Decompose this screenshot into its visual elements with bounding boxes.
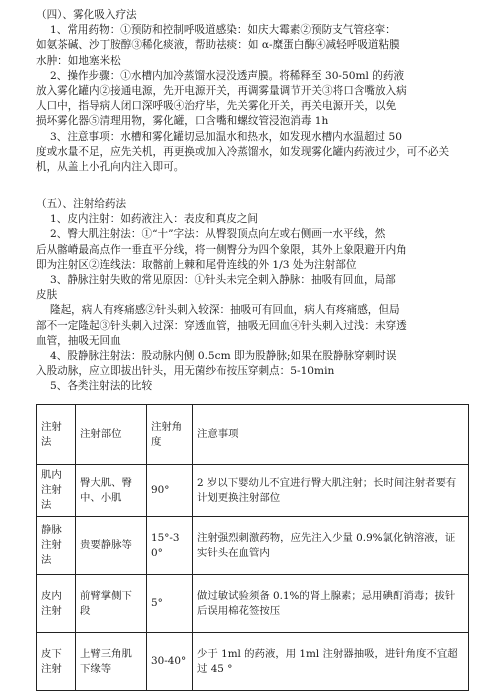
table-row: [37, 517, 469, 575]
paragraph-line: 血管，抽吸无回血: [36, 334, 121, 347]
paragraph-line: 水肿：如地塞米松: [36, 54, 121, 67]
paragraph-line: 入股动脉，应立即拔出针头，用无菌纱布按压穿刺点：5-10min: [36, 365, 335, 378]
table-cell: 注射强烈刺激药物，应先注入少量 0.9%氯化钠溶液，证实针头在血管内: [193, 517, 469, 575]
paragraph-line: 3、静脉注射失败的常见原因：①针头未完全刺入静脉：抽吸有回血，局部: [50, 274, 396, 286]
table-cell: 前臂掌侧下段: [76, 575, 147, 633]
paragraph-line: 隆起，病人有疼痛感②针头刺入较深：抽吸可有回血，病人有疼痛感，但局: [50, 304, 400, 317]
header-cell: 注射角度: [147, 405, 193, 465]
table-row: [37, 465, 469, 517]
table-header-row: [37, 405, 469, 465]
table-cell: 皮下注射: [37, 633, 76, 691]
table-cell: 15°-30°: [147, 517, 193, 575]
table-cell: 90°: [147, 465, 193, 517]
table-cell: 2 岁以下婴幼儿不宜进行臀大肌注射；长时间注射者要有计划更换注射部位: [193, 465, 469, 517]
section-title: （五）、注射给药法: [36, 198, 127, 211]
table-row: [37, 575, 469, 633]
table-cell: 上臂三角肌下缘等: [76, 633, 147, 691]
table-cell: 静脉注射法: [37, 517, 76, 575]
table-cell: 5°: [147, 575, 193, 633]
section-gap: [36, 175, 468, 197]
paragraph-line: 损坏雾化器⑤清理用物，雾化罐，口含嘴和螺纹管浸泡消毒 1h: [36, 115, 329, 128]
table-cell: 30-40°: [147, 633, 193, 691]
table-row: [37, 633, 469, 691]
paragraph-line: 皮肤: [36, 289, 58, 302]
table-cell: 皮内注射: [37, 575, 76, 633]
paragraph-line: 部不一定隆起③针头刺入过深：穿透血管，抽吸无回血④针头刺入过浅：未穿透: [36, 319, 407, 332]
table-cell: 做过敏试验须备 0.1%的肾上腺素；忌用碘酊消毒；拔针后误用棉花签按压: [193, 575, 469, 633]
paragraph-line: 1、皮内注射：如药液注入：表皮和真皮之间: [50, 213, 259, 226]
paragraph-line: 5、各类注射法的比较: [50, 380, 153, 393]
paragraph-line: 如氨茶碱、沙丁胺醇③稀化痰液，帮助祛痰：如 α-糜蛋白酶④减轻呼吸道粘膜: [36, 39, 400, 52]
header-cell: 注射法: [37, 405, 76, 465]
paragraph-line: 人口中，指导病人闭口深呼吸④治疗毕，先关雾化开关，再关电源开关，以免: [36, 100, 397, 113]
table-cell: 臀大肌、臀中、小肌: [76, 465, 147, 517]
paragraph-line: 放入雾化罐内②接通电源，先开电源开关，再调雾量调节开关③将口含嘴放入病: [36, 84, 407, 97]
paragraph-line: 4、股静脉注射法：股动脉内侧 0.5cm 即为股静脉;如果在股静脉穿刺时误: [50, 349, 397, 362]
injection-comparison-table: [36, 404, 469, 691]
paragraph-line: 后从髂嵴最高点作一垂直平分线，将一侧臀分为四个象限，其外上象限避开内角: [36, 243, 407, 256]
paragraph-line: 3、注意事项：水槽和雾化罐切忌加温水和热水，如发现水槽内水温超过 50: [50, 130, 402, 143]
header-cell: 注射部位: [76, 405, 147, 465]
header-cell: 注意事项: [193, 405, 469, 465]
table-cell: 肌内注射法: [37, 465, 76, 517]
document-body: [36, 8, 468, 395]
paragraph-line: 度或水量不足，应先关机，再更换或加入冷蒸馏水，如发现雾化罐内药液过少，可不必关: [36, 145, 450, 158]
table-cell: 少于 1ml 的药液，用 1ml 注射器抽吸，进针角度不宜超过 45 °: [193, 633, 469, 691]
paragraph-line: 机，从盖上小孔向内注入即可。: [36, 160, 185, 173]
paragraph-line: 2、操作步骤：①水槽内加冷蒸馏水浸没透声膜。将稀释至 30-50ml 的药液: [50, 69, 405, 82]
section-title: （四）、雾化吸入疗法: [36, 9, 137, 21]
paragraph-line: 1、常用药物：①预防和控制呼吸道感染：如庆大霉素②预防支气管痉挛：: [50, 24, 396, 37]
paragraph-line: 即为注射区②连线法：取髂前上棘和尾骨连线的外 1/3 处为注射部位: [36, 258, 357, 271]
paragraph-line: 2、臀大肌注射法：①“十”字法：从臀裂顶点向左或右侧画一水平线，然: [50, 228, 386, 241]
table-cell: 贵要静脉等: [76, 517, 147, 575]
